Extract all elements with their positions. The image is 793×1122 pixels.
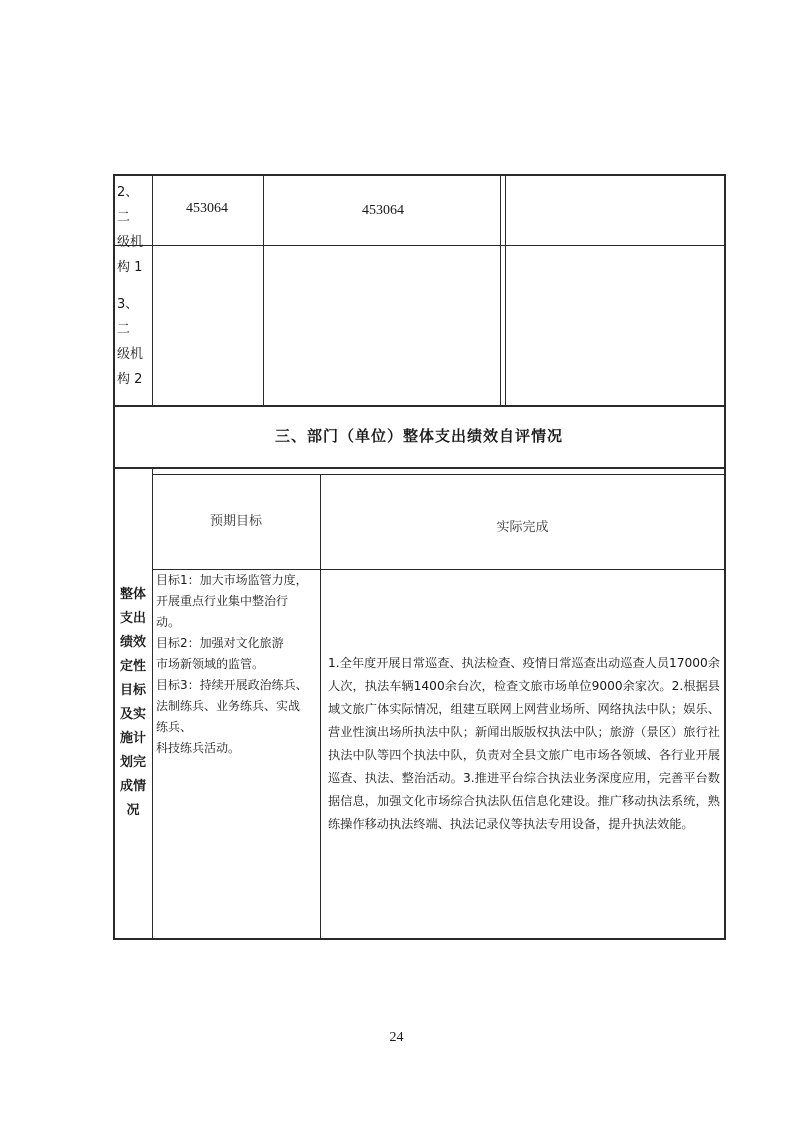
- page-number: 24: [389, 1030, 404, 1045]
- org-row-1-value-1: 453064: [186, 201, 228, 216]
- row-label-char: 划完: [119, 755, 146, 770]
- org-row-1-value-2: 453064: [362, 203, 404, 218]
- org-row-2-label-line: 3、二: [117, 297, 139, 337]
- goal-line: 练兵、: [156, 720, 193, 734]
- row-label-char: 整体: [119, 587, 146, 602]
- org-row-1-label-line: 级机: [117, 235, 144, 250]
- row-divider-2: [113, 405, 725, 407]
- row-label-char: 施计: [119, 731, 146, 746]
- row-label-char: 况: [126, 803, 140, 818]
- col-divider-label: [152, 467, 153, 939]
- org-row-2-label-line: 构 2: [117, 372, 143, 387]
- row-label-char: 成情: [119, 779, 146, 794]
- row-label-char: 目标: [119, 683, 146, 698]
- goal-line: 目标2：加强对文化旅游: [156, 636, 284, 650]
- col-divider-goals: [320, 474, 321, 939]
- col-divider-b: [263, 174, 264, 406]
- section-title: 三、部门（单位）整体支出绩效自评情况: [274, 427, 563, 445]
- org-row-1-label-line: 构 1: [117, 260, 143, 275]
- header-expected-goals: 预期目标: [209, 514, 262, 529]
- row-label-char: 支出: [119, 611, 146, 626]
- table-right-border: [724, 174, 726, 940]
- header-actual-completion: 实际完成: [496, 520, 549, 535]
- goal-line: 目标1：加大市场监管力度，: [156, 573, 308, 587]
- expected-goals-list: [156, 570, 320, 759]
- col-divider-c2: [505, 174, 506, 406]
- goal-line: 开展重点行业集中整治行: [156, 594, 289, 608]
- goal-line: 动。: [156, 615, 181, 629]
- org-row-1-label-line: 2、二: [117, 185, 139, 225]
- table-left-border: [113, 174, 115, 940]
- actual-completion-text: 1.全年度开展日常巡查、执法检查、疫情日常巡查出动巡查人员17000余人次，执法车辆1400余台次，检查文旅市场单位9000余家次。2.根据县域文旅广体实际情况，组建互联网上网营业场所、网络执法中队；娱乐、营业性演出场所执法中队；新闻出版版权执法中队；旅游（景区）旅行社执法中队等四个执法中队，负责对全县文旅广电市场各领域、各行业开展巡查、执法、整治活动。3.推进平台综合执法业务深度应用，完善平台数据信息，加强文化市场综合执法队伍信息化建设。推广移动执法系统，熟练操作移动执法终端、执法记录仪等执法专用设备，提升执法效能。: [328, 656, 720, 831]
- col-divider-a: [152, 174, 153, 406]
- goal-line: 科技练兵活动。: [156, 741, 241, 755]
- performance-row-label: [114, 583, 152, 823]
- row-label-char: 绩效: [119, 635, 146, 650]
- header-row-top-border: [152, 474, 725, 475]
- col-divider-c1: [500, 174, 501, 406]
- org-row-1-label: [117, 180, 151, 280]
- row-label-char: 定性: [119, 659, 146, 674]
- org-row-2-label: [117, 292, 151, 392]
- org-row-2-label-line: 级机: [117, 347, 144, 362]
- goal-line: 市场新领域的监管。: [156, 657, 265, 671]
- row-label-char: 及实: [119, 707, 146, 722]
- goal-line: 目标3：持续开展政治练兵、: [156, 678, 308, 692]
- table-top-border: [113, 174, 725, 176]
- row-divider-1: [113, 245, 725, 246]
- section-title-bottom-border: [113, 467, 725, 469]
- table-bottom-border: [113, 938, 725, 940]
- goal-line: 法制练兵、业务练兵、实战: [156, 699, 301, 713]
